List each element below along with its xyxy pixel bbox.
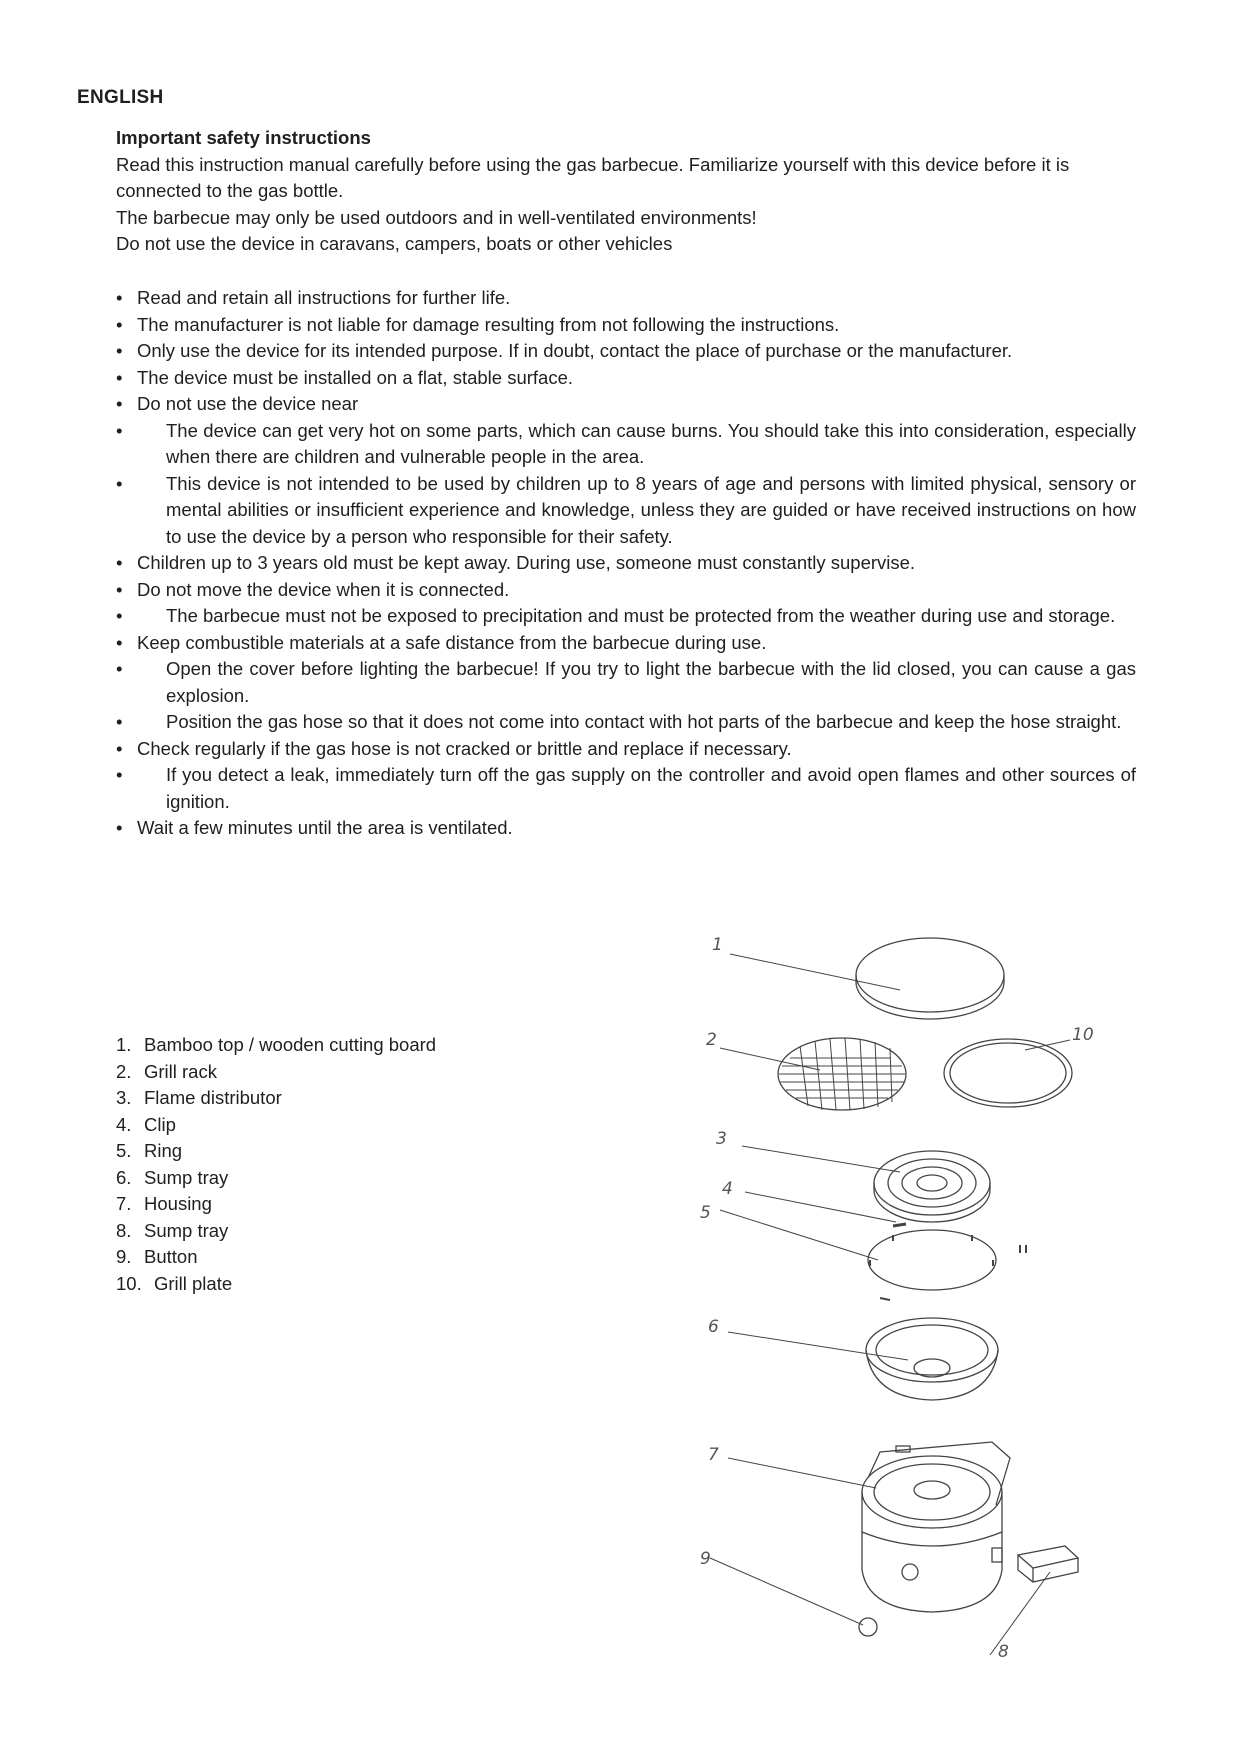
parts-list-item xyxy=(116,1244,436,1271)
clip-drawing xyxy=(893,1224,906,1226)
part-number: 8. xyxy=(116,1219,132,1241)
safety-bullet: • Do not use the device near xyxy=(116,391,1136,418)
part-number: 3. xyxy=(116,1087,132,1108)
barbecue-exploded-illustration xyxy=(700,930,1120,1662)
safety-bullet: • Read and retain all instructions for further life. xyxy=(116,285,1136,312)
safety-bullet: • Only use the device for its intended purpose. If in doubt, contact the place of purchase or the manufacturer. xyxy=(116,338,1136,365)
part-label: Ring xyxy=(144,1140,183,1161)
callout-label: 9 xyxy=(700,1549,711,1569)
part-number: 10. xyxy=(116,1272,142,1294)
parts-list xyxy=(116,1032,436,1297)
safety-bullet: • Open the cover before lighting the barbecue! If you try to light the barbecue with the lid closed, you can cause a gas explosion. xyxy=(116,656,1136,709)
safety-bullet: • Check regularly if the gas hose is not cracked or brittle and replace if necessary. xyxy=(116,736,1136,763)
callout-label: 5 xyxy=(700,1203,711,1223)
part-label: Grill rack xyxy=(144,1060,217,1082)
button-drawing xyxy=(859,1618,877,1636)
parts-list-item xyxy=(116,1191,436,1218)
part-label: Sump tray xyxy=(144,1219,229,1241)
safety-bullet: • The manufacturer is not liable for damage resulting from not following the instructions. xyxy=(116,312,1136,339)
safety-bullet: • Position the gas hose so that it does not come into contact with hot parts of the barbecue and keep the hose straight. xyxy=(116,709,1136,736)
parts-list-item xyxy=(116,1032,436,1059)
part-number: 4. xyxy=(116,1113,132,1135)
callout-label: 4 xyxy=(722,1179,733,1199)
part-number: 2. xyxy=(116,1060,132,1082)
part-label: Clip xyxy=(144,1113,176,1135)
grill-plate-drawing xyxy=(944,1039,1072,1107)
parts-list-item xyxy=(116,1271,436,1298)
part-number: 9. xyxy=(116,1246,132,1267)
language-heading: ENGLISH xyxy=(77,87,164,108)
safety-bullet: • This device is not intended to be used by children up to 8 years of age and persons with limited physical, sensory or mental abilities or insufficient experience and knowledge, unless they are guided or have received instructions on how to use the device by a person who responsible for their safety. xyxy=(116,471,1136,551)
callout-label: 8 xyxy=(998,1642,1009,1662)
safety-bullet: • The device must be installed on a flat, stable surface. xyxy=(116,365,1136,392)
intro-paragraph: The barbecue may only be used outdoors and in well-ventilated environments! xyxy=(116,206,757,228)
parts-list-item xyxy=(116,1085,436,1112)
safety-bullet: • Keep combustible materials at a safe distance from the barbecue during use. xyxy=(116,630,1136,657)
parts-list-item xyxy=(116,1218,436,1245)
callout-label: 2 xyxy=(706,1030,717,1050)
safety-bullet: • Children up to 3 years old must be kept away. During use, someone must constantly supervise. xyxy=(116,550,1136,577)
part-label: Bamboo top / wooden cutting board xyxy=(144,1034,437,1055)
callout-label: 6 xyxy=(708,1317,719,1337)
part-label: Button xyxy=(144,1246,198,1267)
intro-paragraph: Read this instruction manual carefully before using the gas barbecue. Familiarize yourself with this device before it is connected to the gas bottle. xyxy=(116,153,1070,201)
callout-numbers xyxy=(700,935,1094,1662)
exploded-view-diagram xyxy=(700,930,1120,1662)
drawer-drawing xyxy=(1018,1546,1078,1582)
safety-bullet: • The barbecue must not be exposed to precipitation and must be protected from the weather during use and storage. xyxy=(116,603,1136,630)
part-number: 7. xyxy=(116,1193,132,1214)
safety-intro xyxy=(116,125,1136,258)
part-number: 1. xyxy=(116,1034,132,1055)
callout-label: 1 xyxy=(712,935,723,955)
safety-title: Important safety instructions xyxy=(116,127,371,148)
bamboo-top-drawing xyxy=(856,938,1004,1019)
callout-label: 3 xyxy=(716,1129,727,1149)
part-number: 6. xyxy=(116,1166,132,1188)
safety-bullet-list xyxy=(116,285,1136,842)
parts-list-item xyxy=(116,1165,436,1192)
ring-drawing xyxy=(868,1230,1026,1300)
grill-rack-drawing xyxy=(778,1038,906,1110)
sump-tray-drawing xyxy=(866,1318,998,1400)
callout-label: 10 xyxy=(1072,1025,1094,1045)
housing-drawing xyxy=(862,1442,1010,1612)
callout-label: 7 xyxy=(708,1445,719,1465)
flame-distributor-drawing xyxy=(874,1151,990,1222)
part-label: Flame distributor xyxy=(144,1087,282,1108)
parts-list-item xyxy=(116,1059,436,1086)
safety-bullet: • If you detect a leak, immediately turn off the gas supply on the controller and avoid open flames and other sources of ignition. xyxy=(116,762,1136,815)
safety-bullet: • Do not move the device when it is connected. xyxy=(116,577,1136,604)
part-label: Housing xyxy=(144,1193,212,1214)
safety-bullet: • Wait a few minutes until the area is ventilated. xyxy=(116,815,1136,842)
part-number: 5. xyxy=(116,1140,132,1161)
part-label: Sump tray xyxy=(144,1166,229,1188)
part-label: Grill plate xyxy=(154,1272,233,1294)
safety-bullet: • The device can get very hot on some parts, which can cause burns. You should take this into consideration, especially when there are children and vulnerable people in the area. xyxy=(116,418,1136,471)
intro-paragraph: Do not use the device in caravans, campers, boats or other vehicles xyxy=(116,233,673,254)
parts-list-item xyxy=(116,1112,436,1139)
parts-list-item xyxy=(116,1138,436,1165)
